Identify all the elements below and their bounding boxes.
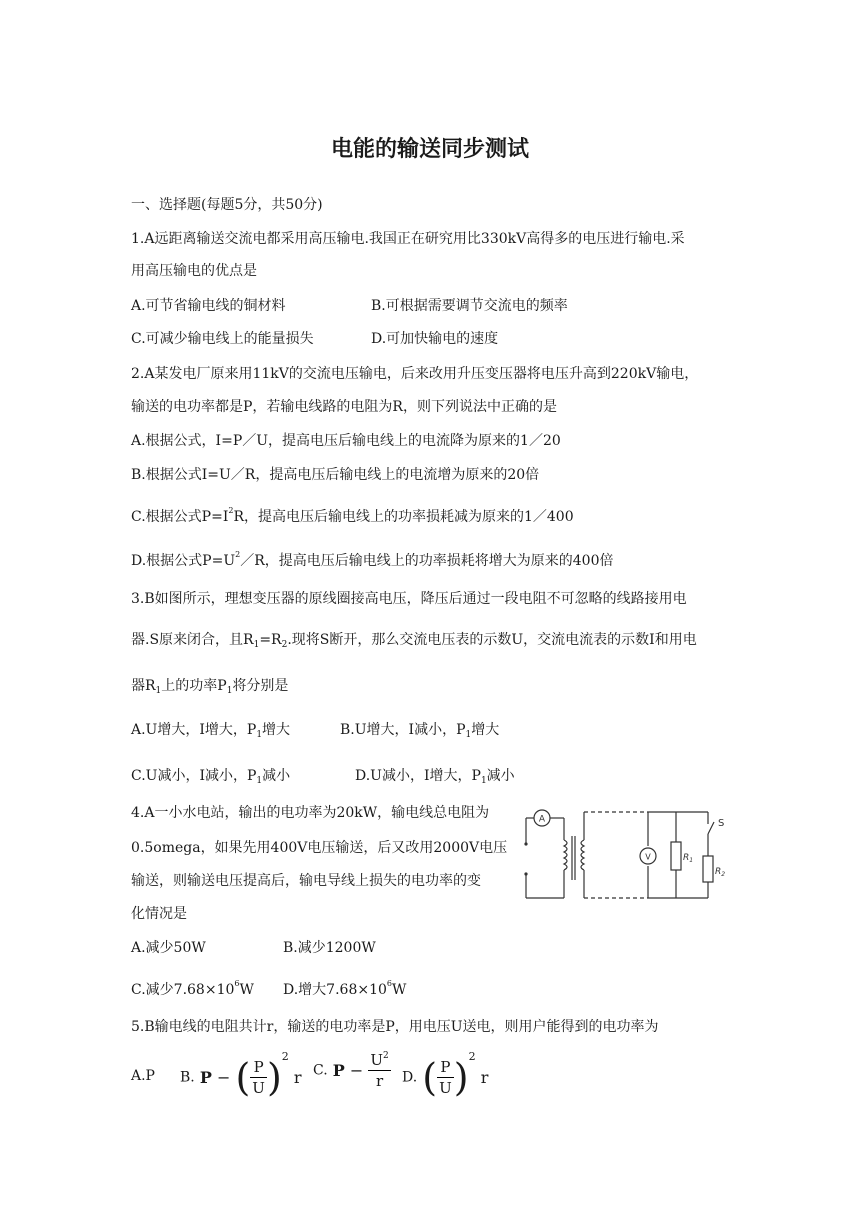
q5-option-d: D. ( $\frac{P}{U}$ )$^2$ r xyxy=(402,1050,489,1100)
q4-line4: 化情况是 xyxy=(131,906,187,922)
q4-option-d: D.增大$7.68\times 10^6W$ xyxy=(283,979,407,998)
resistor-r2-symbol xyxy=(703,856,713,882)
ammeter-label: A xyxy=(538,814,546,825)
q1-option-b: B.可根据需要调节交流电的频率 xyxy=(371,298,568,314)
q2-option-b: B.根据公式I=U／R，提高电压后输电线上的电流增为原来的20倍 xyxy=(131,467,540,483)
q3-line3: 器$R_1$上的功率$P_1$将分别是 xyxy=(131,678,289,696)
q4-option-b: B.减少1200W xyxy=(283,940,376,956)
q2-line1: 2.A某发电厂原来用11kV的交流电压输电，后来改用升压变压器将电压升高到220kV输电， xyxy=(131,366,699,382)
q1-option-c: C.可减少输电线上的能量损失 xyxy=(131,331,314,347)
q2-option-a: A.根据公式，I=P／U，提高电压后输电线上的电流降为原来的1／20 xyxy=(131,433,561,449)
q1-option-d: D.可加快输电的速度 xyxy=(371,331,499,347)
q3-option-a: A.U增大，I增大，$P_1$增大 xyxy=(131,722,291,740)
switch-label: S xyxy=(718,818,725,829)
transformer-circuit-diagram xyxy=(520,800,730,912)
q4-option-a: A.减少50W xyxy=(131,940,206,956)
section-heading: 一、选择题(每题5分，共50分) xyxy=(131,197,323,213)
q3-option-b: B.U增大，I减小，$P_1$增大 xyxy=(340,722,500,740)
q3-option-c: C.U减小，I减小，$P_1$减小 xyxy=(131,768,291,786)
q4-line2: 0.5omega，如果先用400V电压输送，后又改用2000V电压 xyxy=(131,840,508,856)
q4-line3: 输送，则输送电压提高后，输电导线上损失的电功率的变 xyxy=(131,873,481,889)
q3-line1: 3.B如图所示，理想变压器的原线圈接高电压，降压后通过一段电阻不可忽略的线路接用电 xyxy=(131,591,687,607)
q1-line1: 1.A远距离输送交流电都采用高压输电.我国正在研究用比330kV高得多的电压进行输电.采 xyxy=(131,231,685,247)
q5-option-a: A.P xyxy=(131,1068,155,1084)
q3-option-d: D.U减小，I增大，$P_1$减小 xyxy=(355,768,515,786)
voltmeter-label: V xyxy=(645,852,651,862)
q4-option-c: C.减少$7.68\times 10^6W$ xyxy=(131,979,254,998)
r1-label: $R_1$ xyxy=(683,853,694,864)
resistor-r1-symbol xyxy=(671,842,681,870)
q1-line2: 用高压输电的优点是 xyxy=(131,263,257,279)
r2-label: $R_2$ xyxy=(715,867,726,878)
page-title: 电能的输送同步测试 xyxy=(330,137,529,162)
q5-option-c: C. P − $\frac{U^2}{r}$ xyxy=(313,1051,389,1090)
q2-option-d: D.根据公式$P=U^2/R$，提高电压后输电线上的功率损耗将增大为原来的400倍 xyxy=(131,550,614,569)
q2-option-c: C.根据公式$P=I^2R$，提高电压后输电线上的功率损耗减为原来的1／400 xyxy=(131,506,574,525)
q2-line2: 输送的电功率都是P，若输电线路的电阻为R，则下列说法中正确的是 xyxy=(131,399,557,415)
q5-option-b: B. P − ( $\frac{P}{U}$ )$^2$ r xyxy=(180,1050,302,1100)
switch-symbol xyxy=(708,822,714,834)
q4-line1: 4.A一小水电站，输出的电功率为20kW，输电线总电阻为 xyxy=(131,805,490,821)
q3-line2: 器.S原来闭合，且$R_1=R_2$.现将S断开，那么交流电压表的示数U，交流电流表的示数I和用电 xyxy=(131,632,697,650)
q1-option-a: A.可节省输电线的铜材料 xyxy=(131,298,286,314)
q5-line1: 5.B输电线的电阻共计r，输送的电功率是P，用电压U送电，则用户能得到的电功率为 xyxy=(131,1019,659,1035)
